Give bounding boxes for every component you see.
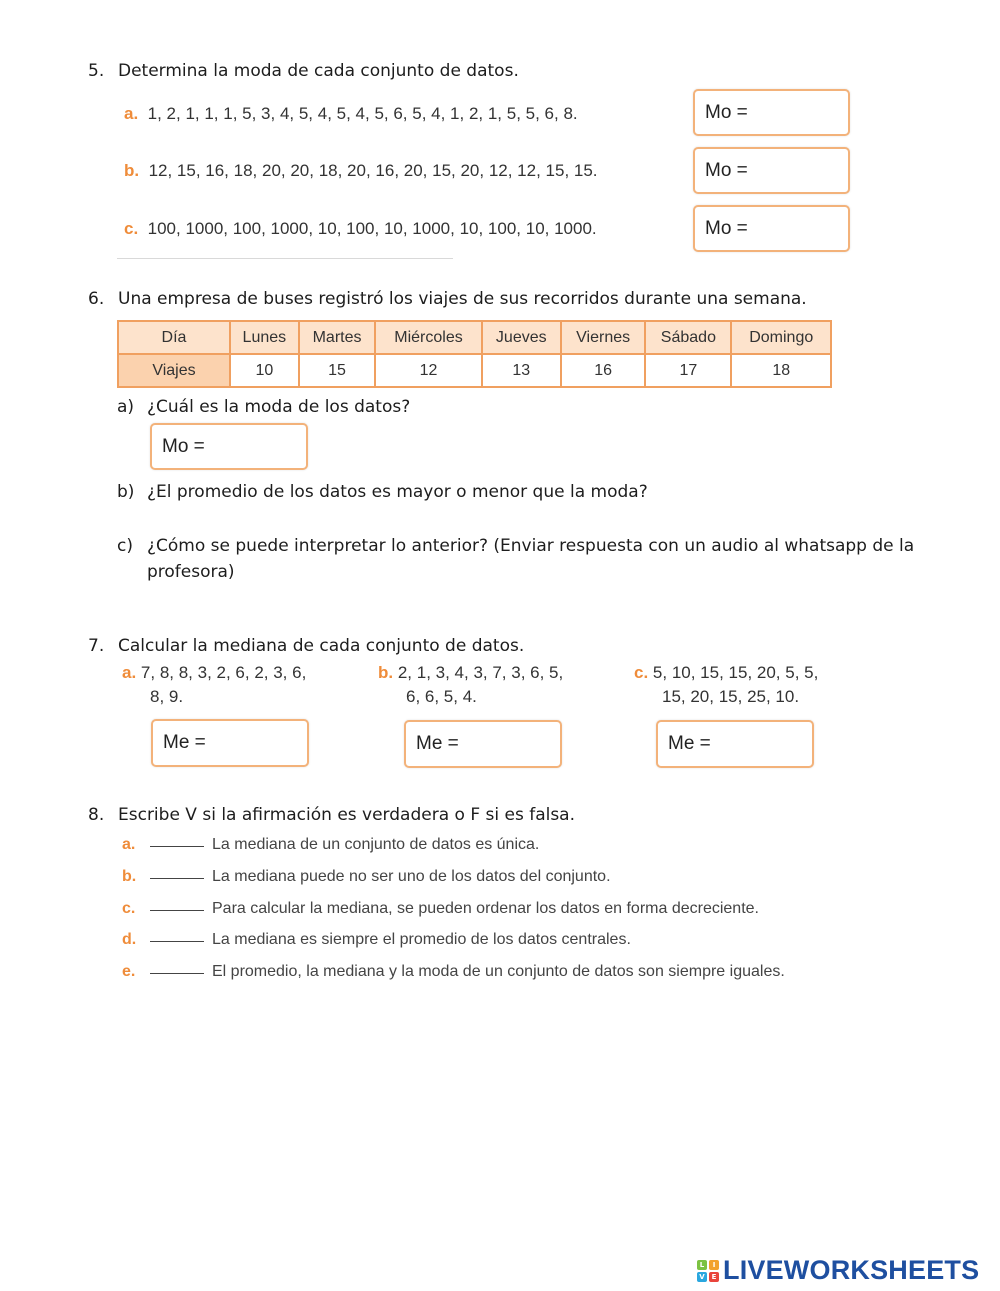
q8-item-b: b. La mediana puede no ser uno de los datos del conjunto. [122,868,611,885]
table-cell: 10 [230,354,299,387]
q5-title: 5. Determina la moda de cada conjunto de datos. [88,61,519,81]
q5-answer-box-a[interactable]: Mo = [693,89,850,136]
q7-answer-box-a[interactable]: Me = [151,719,309,767]
brand-name: LIVEWORKSHEETS [723,1255,980,1285]
q8-item-d: d. La mediana es siempre el promedio de los datos centrales. [122,931,631,948]
liveworksheets-logo [697,1255,979,1286]
table-cell: 15 [299,354,376,387]
trips-table [117,320,832,388]
q5-answer-box-b[interactable]: Mo = [693,147,850,194]
q6-sub-b: b) ¿El promedio de los datos es mayor o menor que la moda? [117,482,648,502]
table-cell: 13 [482,354,561,387]
answer-blank-d[interactable] [150,941,204,942]
q5-answer-box-c[interactable]: Mo = [693,205,850,252]
trips-table-data-row [118,354,831,387]
table-cell: 18 [731,354,831,387]
table-header-cell: Miércoles [375,321,481,354]
q5-item-b: b. 12, 15, 16, 18, 20, 20, 18, 20, 16, 20, 15, 20, 12, 12, 15, 15. [124,161,598,180]
q7-answer-box-b[interactable]: Me = [404,720,562,768]
table-cell: 17 [645,354,731,387]
q8-item-a: a. La mediana de un conjunto de datos es única. [122,836,540,853]
table-header-cell: Viernes [561,321,645,354]
q7-answer-box-c[interactable]: Me = [656,720,814,768]
q6-title: 6. Una empresa de buses registró los viajes de sus recorridos durante una semana. [88,289,807,309]
answer-blank-c[interactable] [150,910,204,911]
q6-answer-input-a[interactable] [211,436,281,458]
table-cell: 12 [375,354,481,387]
q5-answer-input-c[interactable] [754,218,824,240]
q7-answer-input-c[interactable] [717,733,787,755]
trips-table-header-row [118,321,831,354]
q7-answer-input-b[interactable] [465,733,535,755]
q6-sub-a: a) ¿Cuál es la moda de los datos? [117,397,411,417]
answer-blank-e[interactable] [150,973,204,974]
logo-mark-icon: L I V E [697,1260,719,1282]
section-divider [117,258,453,259]
q8-item-c: c. Para calcular la mediana, se pueden ordenar los datos en forma decreciente. [122,900,759,917]
table-row-label: Viajes [118,354,230,387]
table-header-cell: Domingo [731,321,831,354]
q6-answer-box-a[interactable]: Mo = [150,423,308,470]
q7-item-a: a. 7, 8, 8, 3, 2, 6, 2, 3, 6, 8, 9. [122,663,307,706]
table-header-cell: Lunes [230,321,299,354]
q5-answer-input-b[interactable] [754,160,824,182]
table-cell: 16 [561,354,645,387]
table-header-cell: Sábado [645,321,731,354]
q7-item-b: b. 2, 1, 3, 4, 3, 7, 3, 6, 5, 6, 6, 5, 4. [378,663,564,706]
q7-answer-input-a[interactable] [212,732,282,754]
q5-item-a: a. 1, 2, 1, 1, 1, 5, 3, 4, 5, 4, 5, 4, 5, 6, 5, 4, 1, 2, 1, 5, 5, 6, 8. [124,104,578,123]
q6-sub-c: c) ¿Cómo se puede interpretar lo anterior? (Enviar respuesta con un audio al whatsapp de la profesora) [117,536,915,582]
answer-blank-a[interactable] [150,846,204,847]
q8-title: 8. Escribe V si la afirmación es verdadera o F si es falsa. [88,805,576,825]
q7-title: 7. Calcular la mediana de cada conjunto de datos. [88,636,525,656]
table-header-cell: Jueves [482,321,561,354]
answer-blank-b[interactable] [150,878,204,879]
q5-item-c: c. 100, 1000, 100, 1000, 10, 100, 10, 1000, 10, 100, 10, 1000. [124,219,597,238]
table-header-cell: Día [118,321,230,354]
q8-item-e: e. El promedio, la mediana y la moda de un conjunto de datos son siempre iguales. [122,963,785,980]
q5-answer-input-a[interactable] [754,102,824,124]
q7-item-c: c. 5, 10, 15, 15, 20, 5, 5, 15, 20, 15, 25, 10. [634,663,819,706]
table-header-cell: Martes [299,321,376,354]
